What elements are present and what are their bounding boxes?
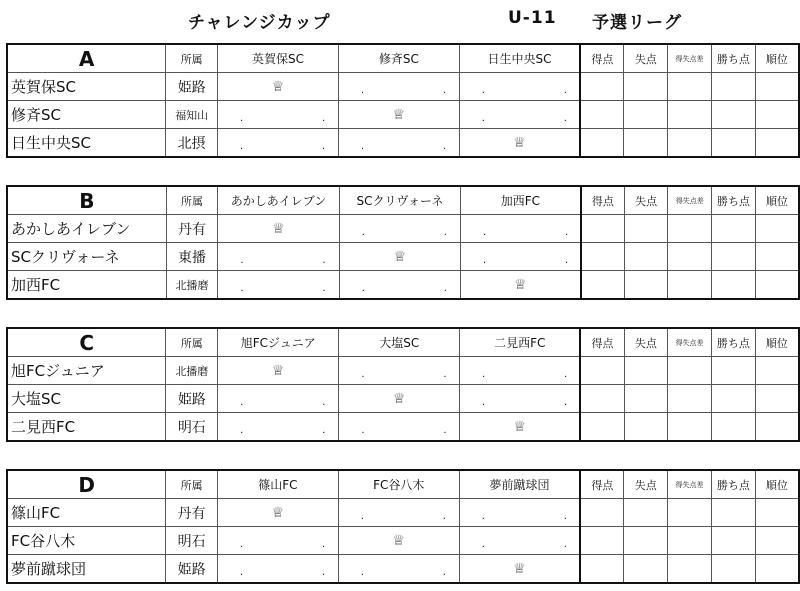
points-header: 得点 — [580, 470, 624, 499]
group-table-a — [6, 43, 800, 158]
score-slot: . — [322, 283, 326, 294]
points-cell[interactable] — [581, 215, 625, 243]
points-header: 得点 — [581, 186, 625, 215]
rank-header: 順位 — [755, 44, 799, 73]
points-cell[interactable] — [580, 357, 624, 385]
match-result-cell[interactable] — [459, 499, 580, 527]
crown-icon: ♕ — [513, 134, 526, 151]
score-slot: . — [240, 397, 244, 408]
score-slot: . — [240, 425, 244, 436]
team-affiliation: 北摂 — [166, 129, 218, 158]
opponent-header: 修斉SC — [338, 44, 459, 73]
points-cell[interactable] — [580, 527, 624, 555]
conceded-cell[interactable] — [624, 215, 668, 243]
goal-diff-cell[interactable] — [668, 385, 712, 413]
title-round: 予選リーグ — [592, 13, 682, 33]
score-slot: . — [483, 255, 487, 266]
points-cell[interactable] — [580, 555, 624, 584]
rank-header: 順位 — [755, 186, 799, 215]
match-result-cell[interactable] — [218, 129, 339, 158]
match-result-cell[interactable] — [338, 73, 459, 101]
goal-diff-cell[interactable] — [668, 129, 712, 158]
table-row — [7, 527, 799, 555]
team-name: 日生中央SC — [7, 129, 166, 158]
score-slot: . — [481, 113, 485, 124]
goal-diff-header: 得失点差 — [668, 328, 712, 357]
rank-header: 順位 — [755, 328, 799, 357]
points-cell[interactable] — [580, 385, 624, 413]
team-name: 篠山FC — [7, 499, 166, 527]
score-slot: . — [240, 113, 244, 124]
opponent-header: 篠山FC — [217, 470, 338, 499]
conceded-header: 失点 — [624, 186, 668, 215]
wins-cell[interactable] — [711, 73, 755, 101]
opponent-header: FC谷八木 — [338, 470, 459, 499]
team-name: 英賀保SC — [7, 73, 166, 101]
team-name: 二見西FC — [7, 413, 166, 442]
table-row — [7, 413, 799, 442]
match-result-cell[interactable] — [218, 271, 339, 300]
match-result-cell[interactable] — [218, 101, 339, 129]
score-slot: . — [321, 567, 326, 578]
score-slot: . — [482, 397, 486, 408]
score-slot: . — [442, 511, 446, 522]
crown-icon: ♕ — [392, 106, 406, 123]
crown-icon: ♕ — [272, 220, 285, 237]
team-name: FC谷八木 — [7, 527, 166, 555]
match-result-cell[interactable] — [217, 555, 338, 584]
score-slot: . — [239, 567, 244, 578]
wins-cell[interactable] — [712, 243, 756, 271]
rank-cell[interactable] — [755, 129, 799, 158]
goal-diff-cell[interactable] — [668, 271, 712, 300]
crown-icon: ♕ — [392, 532, 405, 549]
goal-diff-header: 得失点差 — [668, 470, 712, 499]
wins-header: 勝ち点 — [711, 470, 755, 499]
points-cell[interactable] — [580, 101, 624, 129]
rank-cell[interactable] — [755, 413, 799, 442]
group-name: B — [7, 186, 166, 215]
group-name: A — [7, 44, 166, 73]
points-cell[interactable] — [580, 129, 624, 158]
self-match-cell — [218, 215, 339, 243]
table-row — [7, 243, 799, 271]
conceded-header: 失点 — [624, 44, 668, 73]
conceded-cell[interactable] — [624, 357, 668, 385]
score-slot: . — [322, 113, 326, 124]
goal-diff-cell[interactable] — [668, 357, 712, 385]
score-slot: . — [563, 511, 567, 522]
team-affiliation: 明石 — [166, 413, 218, 442]
table-row — [7, 271, 799, 300]
group-table-d — [6, 469, 800, 584]
team-name: 夢前蹴球団 — [7, 555, 166, 584]
rank-cell[interactable] — [755, 385, 799, 413]
score-slot: . — [563, 113, 567, 124]
wins-header: 勝ち点 — [712, 186, 756, 215]
rank-cell[interactable] — [755, 243, 799, 271]
score-slot: . — [481, 511, 485, 522]
wins-cell[interactable] — [712, 271, 756, 300]
points-cell[interactable] — [580, 413, 624, 442]
points-cell[interactable] — [581, 271, 625, 300]
score-slot: . — [360, 141, 365, 152]
score-slot: . — [443, 425, 447, 436]
points-header: 得点 — [580, 44, 624, 73]
group-table-b — [6, 185, 800, 300]
match-result-cell[interactable] — [338, 129, 459, 158]
group-name: C — [7, 328, 166, 357]
rank-cell[interactable] — [755, 499, 799, 527]
wins-cell[interactable] — [711, 527, 755, 555]
points-cell[interactable] — [580, 499, 624, 527]
conceded-cell[interactable] — [624, 101, 668, 129]
goal-diff-cell[interactable] — [668, 527, 712, 555]
conceded-header: 失点 — [624, 328, 668, 357]
team-affiliation: 丹有 — [166, 215, 218, 243]
crown-icon: ♕ — [514, 276, 527, 293]
rank-cell[interactable] — [755, 555, 799, 584]
wins-cell[interactable] — [712, 215, 756, 243]
opponent-header: あかしあイレブン — [218, 186, 339, 215]
crown-icon: ♕ — [271, 362, 285, 379]
rank-cell[interactable] — [755, 73, 799, 101]
team-name: 大塩SC — [7, 385, 166, 413]
table-row — [7, 555, 799, 584]
conceded-cell[interactable] — [624, 499, 668, 527]
rank-cell[interactable] — [755, 271, 799, 300]
table-row — [7, 129, 799, 158]
goal-diff-header: 得失点差 — [668, 186, 712, 215]
match-result-cell[interactable] — [218, 243, 339, 271]
match-result-cell[interactable] — [339, 215, 460, 243]
score-slot: . — [360, 511, 364, 522]
score-slot: . — [360, 567, 364, 578]
crown-icon: ♕ — [271, 78, 285, 95]
conceded-cell[interactable] — [624, 385, 668, 413]
opponent-header: 夢前蹴球団 — [459, 470, 580, 499]
team-affiliation: 姫路 — [166, 385, 218, 413]
rank-cell[interactable] — [755, 527, 799, 555]
score-slot: . — [443, 369, 447, 380]
self-match-cell — [339, 385, 460, 413]
match-result-cell[interactable] — [459, 527, 580, 555]
score-slot: . — [360, 85, 365, 96]
score-slot: . — [563, 539, 567, 550]
score-slot: . — [565, 255, 569, 266]
team-name: 加西FC — [7, 271, 166, 300]
score-slot: . — [322, 425, 326, 436]
team-affiliation: 北播磨 — [166, 357, 218, 385]
group-table-c — [6, 327, 800, 442]
match-result-cell[interactable] — [218, 413, 339, 442]
score-slot: . — [361, 369, 365, 380]
wins-header: 勝ち点 — [711, 44, 755, 73]
table-row — [7, 101, 799, 129]
match-result-cell[interactable] — [339, 271, 460, 300]
score-slot: . — [564, 397, 568, 408]
team-name: あかしあイレブン — [7, 215, 166, 243]
crown-icon: ♕ — [513, 560, 526, 577]
conceded-cell[interactable] — [624, 555, 668, 584]
conceded-cell[interactable] — [624, 73, 668, 101]
score-slot: . — [361, 227, 365, 238]
crown-icon: ♕ — [513, 418, 526, 435]
score-slot: . — [483, 227, 487, 238]
goal-diff-cell[interactable] — [668, 499, 712, 527]
crown-icon: ♕ — [392, 390, 406, 407]
wins-header: 勝ち点 — [711, 328, 755, 357]
rank-cell[interactable] — [755, 101, 799, 129]
opponent-header: 英賀保SC — [218, 44, 339, 73]
wins-cell[interactable] — [711, 385, 755, 413]
self-match-cell — [338, 527, 459, 555]
wins-cell[interactable] — [711, 101, 755, 129]
team-name: 修斉SC — [7, 101, 166, 129]
score-slot: . — [443, 283, 447, 294]
self-match-cell — [338, 101, 459, 129]
score-slot: . — [564, 369, 568, 380]
wins-cell[interactable] — [711, 555, 755, 584]
points-cell[interactable] — [581, 243, 625, 271]
score-slot: . — [240, 141, 244, 152]
crown-icon: ♕ — [393, 248, 407, 265]
team-affiliation: 北播磨 — [166, 271, 218, 300]
match-result-cell[interactable] — [338, 555, 459, 584]
score-slot: . — [442, 567, 446, 578]
match-result-cell[interactable] — [218, 385, 339, 413]
wins-cell[interactable] — [711, 357, 755, 385]
score-slot: . — [240, 255, 244, 266]
score-slot: . — [322, 255, 326, 266]
conceded-cell[interactable] — [624, 527, 668, 555]
goal-diff-cell[interactable] — [668, 243, 712, 271]
score-slot: . — [563, 85, 567, 96]
opponent-header: 日生中央SC — [459, 44, 580, 73]
score-slot: . — [443, 227, 447, 238]
rank-header: 順位 — [755, 470, 799, 499]
match-result-cell[interactable] — [461, 243, 581, 271]
opponent-header: 二見西FC — [460, 328, 581, 357]
affiliation-header: 所属 — [166, 470, 218, 499]
opponent-header: 加西FC — [461, 186, 581, 215]
score-slot: . — [361, 425, 365, 436]
affiliation-header: 所属 — [166, 328, 218, 357]
rank-cell[interactable] — [755, 215, 799, 243]
self-match-cell — [459, 129, 580, 158]
title-category: U-11 — [508, 8, 557, 28]
score-slot: . — [565, 227, 569, 238]
opponent-header: 旭FCジュニア — [218, 328, 339, 357]
points-cell[interactable] — [580, 73, 624, 101]
team-name: SCクリヴォーネ — [7, 243, 166, 271]
conceded-header: 失点 — [624, 470, 668, 499]
goal-diff-cell[interactable] — [668, 215, 712, 243]
team-affiliation: 姫路 — [166, 73, 218, 101]
crown-icon: ♕ — [271, 504, 285, 521]
opponent-header: 大塩SC — [339, 328, 460, 357]
self-match-cell — [339, 243, 460, 271]
team-affiliation: 明石 — [166, 527, 218, 555]
team-name: 旭FCジュニア — [7, 357, 166, 385]
conceded-cell[interactable] — [624, 129, 668, 158]
match-result-cell[interactable] — [460, 357, 581, 385]
wins-cell[interactable] — [711, 129, 755, 158]
self-match-cell — [461, 271, 581, 300]
table-row — [7, 73, 799, 101]
match-result-cell[interactable] — [459, 73, 580, 101]
match-result-cell[interactable] — [460, 385, 581, 413]
match-result-cell[interactable] — [339, 357, 460, 385]
table-row — [7, 215, 799, 243]
team-affiliation: 姫路 — [166, 555, 218, 584]
goal-diff-cell[interactable] — [668, 73, 712, 101]
score-slot: . — [442, 85, 447, 96]
match-result-cell[interactable] — [338, 499, 459, 527]
score-slot: . — [361, 283, 365, 294]
match-result-cell[interactable] — [459, 101, 580, 129]
affiliation-header: 所属 — [166, 186, 218, 215]
score-slot: . — [321, 539, 326, 550]
conceded-cell[interactable] — [624, 271, 668, 300]
match-result-cell[interactable] — [217, 527, 338, 555]
conceded-cell[interactable] — [624, 243, 668, 271]
score-slot: . — [322, 141, 326, 152]
table-row — [7, 385, 799, 413]
score-slot: . — [322, 397, 326, 408]
goal-diff-cell[interactable] — [668, 413, 712, 442]
group-name: D — [7, 470, 166, 499]
goal-diff-cell[interactable] — [668, 555, 712, 584]
wins-cell[interactable] — [711, 413, 755, 442]
match-result-cell[interactable] — [339, 413, 460, 442]
wins-cell[interactable] — [711, 499, 755, 527]
self-match-cell — [218, 357, 339, 385]
table-row — [7, 357, 799, 385]
rank-cell[interactable] — [755, 357, 799, 385]
opponent-header: SCクリヴォーネ — [339, 186, 460, 215]
title-cup: チャレンジカップ — [188, 13, 331, 33]
score-slot: . — [481, 539, 485, 550]
points-header: 得点 — [580, 328, 624, 357]
team-affiliation: 丹有 — [166, 499, 218, 527]
match-result-cell[interactable] — [461, 215, 581, 243]
score-slot: . — [239, 539, 244, 550]
affiliation-header: 所属 — [166, 44, 218, 73]
score-slot: . — [482, 369, 486, 380]
table-row — [7, 499, 799, 527]
team-affiliation: 福知山 — [166, 101, 218, 129]
score-slot: . — [442, 141, 447, 152]
self-match-cell — [218, 73, 339, 101]
score-slot: . — [481, 85, 485, 96]
team-affiliation: 東播 — [166, 243, 218, 271]
goal-diff-cell[interactable] — [668, 101, 712, 129]
self-match-cell — [460, 413, 581, 442]
self-match-cell — [217, 499, 338, 527]
self-match-cell — [459, 555, 580, 584]
score-slot: . — [240, 283, 244, 294]
goal-diff-header: 得失点差 — [668, 44, 712, 73]
conceded-cell[interactable] — [624, 413, 668, 442]
